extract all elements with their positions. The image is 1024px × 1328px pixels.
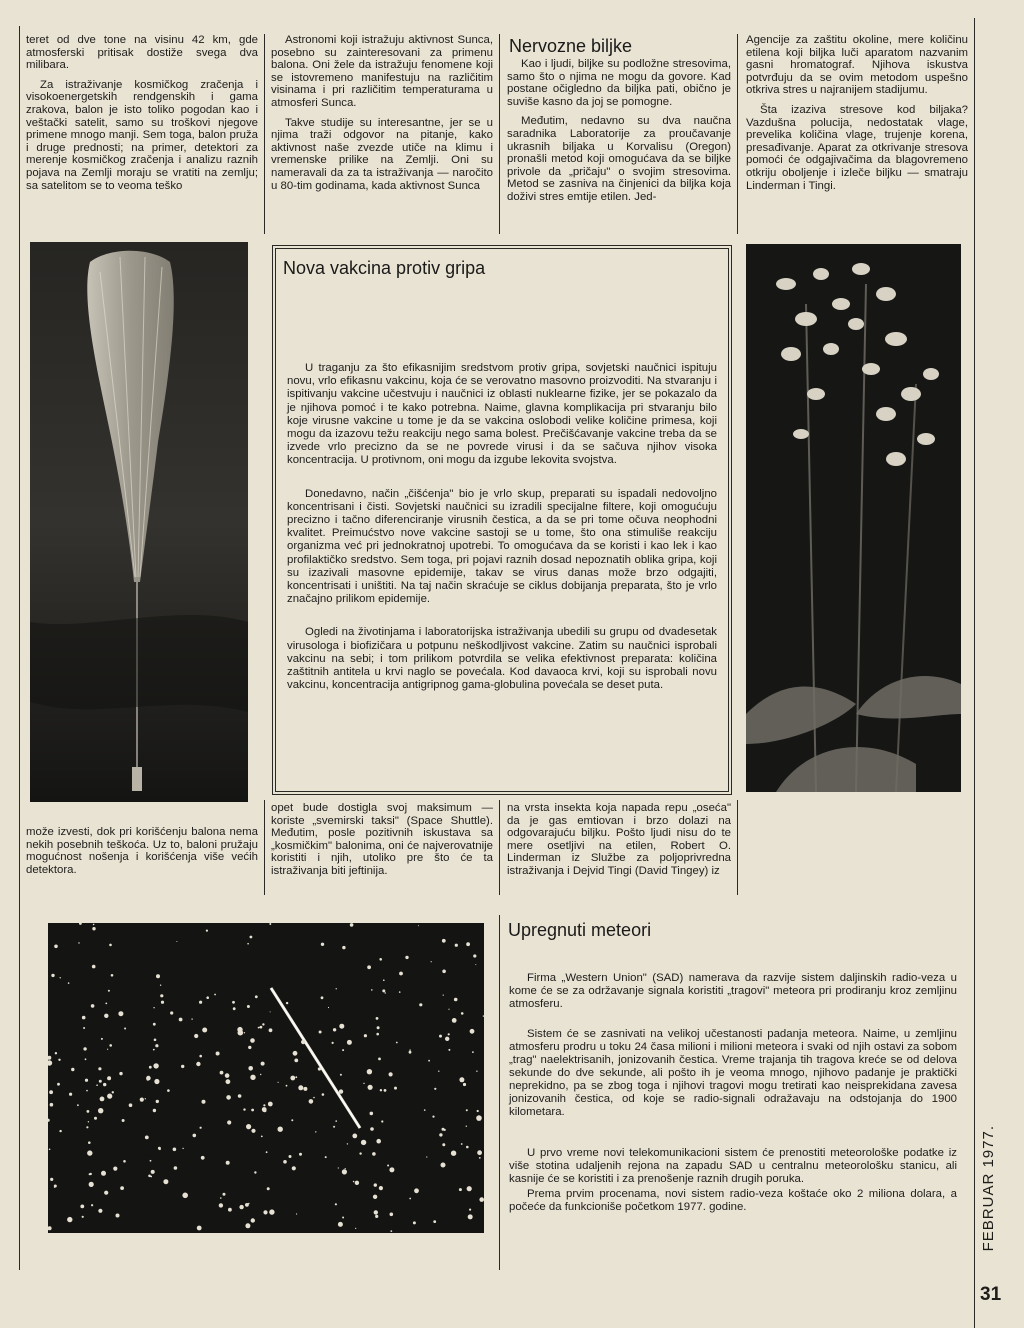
col4-paragraph: Šta izaziva stresove kod biljaka? Vazdušna polucija, nedostatak vlage, prevelika količina vlage, trujenje korena, presađivanje. Aparat za otkrivanje stresova pomoći će odgajivačima da blagovremeno otkriju oboljenje i izleče biljku — smatraju Linderman i Tingi. [746, 103, 968, 192]
col4-text [746, 34, 968, 199]
meteors-paragraph: U prvo vreme novi telekomunikacioni sistem će prenostiti meteorološke podatke iz više stotina udaljenih rejona na zapadu SAD u centralnu meteorološku stanicu, ali kasnije će se koristiti i za prenošenje raznih drugih poruka. [509, 1147, 957, 1185]
column-rule [974, 18, 975, 1328]
meteors-heading: Upregnuti meteori [508, 920, 652, 940]
meteor-photo [48, 923, 484, 1233]
col4-paragraph: Agencije za zaštitu okoline, mere količinu etilena koji biljka luči aparatom nazvanim gasni hromatograf. Njihova iskustva potvrđuju da se ovim metodom uspešno otkriva stres u najranijem stadijumu. [746, 34, 968, 97]
column-rule [737, 800, 738, 895]
column-rule [19, 26, 20, 1270]
col1-paragraph: može izvesti, dok pri korišćenju balona nema nekih posebnih teškoća. Uz to, baloni pružaju mogućnost nošenja i korišćenja više većih detektora. [26, 826, 258, 876]
col2-paragraph: Astronomi koji istražuju aktivnost Sunca, posebno su zainteresovani za primenu balona. Oni žele da istražuju fenomene koji se istovremeno manifestuju na različitim visinama i pri različitim temperaturama u atmosferi Sunca. [271, 34, 493, 109]
col2-top-text [271, 34, 493, 199]
column-rule [264, 800, 265, 895]
nervozne-biljke-heading: Nervozne biljke [509, 36, 633, 56]
col3-paragraph: Međutim, nedavno su dva naučna saradnika Laboratorije za proučavanje ukrasnih biljaka u Korvalisu (Oregon) pronašli metod koji omogućava da se biljke privole da „pričaju" o svojim stresovima. Metod se zasniva na činjenici da biljka koja doživi stres emtije etilen. Jed- [507, 115, 731, 203]
vaccine-paragraph: U traganju za što efikasnijim sredstvom protiv gripa, sovjetski naučnici ispituju novu, vrlo efikasnu vakcinu, koja će se verovatno masovno proizvoditi. Na stvaranju i ispitivanju vakcine učestvuju i naučnici iz oblasti nuklearne fizike, jer se pokazalo da je njihova pomoć i te kako potrebna. Naime, glavna komplikacija pri stvaranju bilo koje virusne vakcine u tome je da se vakcina oslobodi velike količine primesa, koji mogu da izazovu težu reakciju nego sama bolest. Prečišćavanje vakcine treba da se izvede vrlo precizno da se ne povrede virusi i da se sačuva njihov visoka koncentracija. U protivnom, oni mogu da izgube lekovita svojstva. [287, 362, 717, 467]
vaccine-paragraph: Donedavno, način „čišćenja" bio je vrlo skup, preparati su ispadali nedovoljno koncentrisani i čisti. Sovjetski naučnici su izradili specijalne filtere, koji omogućuju precizno i tačno diferenciranje virusnih čestica, a da se pri tome očuva neophodni kvalitet. Preimućstvo nove vakcine sastoji se u tome, što ona stimuliše reakciju organizma već pri jednokratnoj upotrebi. To omogućava da se koristi i kao lek i kao profilaktičko sredstvo. Sem toga, pri pojavi raznih dosad nepoznatih oblika gripa, koji su izazivali masovne epidemije, takav se virus danas može brzo odgajiti, koncentrisati i uništiti. Na taj način skraćuje se ciklus dobijanja preparata, što je vrlo značajno prilikom epidemije. [287, 487, 717, 606]
orchid-photo [746, 244, 961, 792]
balloon-photo [30, 242, 248, 802]
col1-top-text [26, 34, 258, 199]
col2-paragraph: Takve studije su interesantne, jer se u njima traži odgovor na pitanje, kako aktivnost naše zvezde utiče na klimu i vremenske prilike na Zemlji. Oni su nameravali da za ta istraživanja — naročito u 80-tim godinama, kada aktivnost Sunca [271, 116, 493, 192]
vaccine-heading: Nova vakcina protiv gripa [283, 258, 486, 278]
column-rule [499, 34, 500, 234]
vaccine-paragraph: Ogledi na životinjama i laboratorijska istraživanja ubedili su grupu od dvadesetak virusologa i biofizičara u potpunu neškodljivost vakcine. Zatim su naučnici isprobali vakcinu na sebi; i tom prilikom potvrdila se velika efektivnost preparata: količina zaštitnih antitela u krvi naglo se povećala. Kod davaoca krvi, koji su isprobali novu vakcinu, koncentracija antigripnog gama-globulina povećala se deset puta. [287, 626, 717, 692]
col1-paragraph: Za istraživanje kosmičkog zračenja i visokoenergetskih rendgenskih i gama zrakova, balon je isto toliko pogodan kao i veštački satelit, samo su troškovi njegove primene mnogo manji. Sem toga, balon pruža i druge prednosti; na primer, detektori za merenje kosmičkog zračenja i analizu raznih pojava na Zemlji moraju se vratiti na zemlju; sa satelitom se to veoma teško [26, 78, 258, 192]
column-rule [499, 915, 500, 1270]
col3-paragraph: Kao i ljudi, biljke su podložne stresovima, samo što o njima ne mogu da govore. Kad postane očigledno da biljka pati, obično je suviše kasno da joj se pomogne. [507, 58, 731, 108]
issue-date: FEBRUAR 1977. [980, 1125, 997, 1252]
col3-paragraph: na vrsta insekta koja napada repu „oseća" da je gas emtiovan i brzo dolazi na odgovarajuću biljku. Pošto ljudi nisu do te mere osetljivi na etilen, Robert O. Linderman iz Službe za poljoprivredna istraživanja i Dejvid Tingi (David Tingey) iz [507, 802, 731, 877]
vaccine-text [287, 362, 717, 712]
meteors-paragraph: Prema prvim procenama, novi sistem radio-veza koštaće oko 2 miliona dolara, a počeće da funkcioniše početkom 1977. godine. [509, 1188, 957, 1213]
meteors-paragraph: Sistem će se zasnivati na velikoj učestanosti padanja meteora. Naime, u zemljinu atmosferu prodru u toku 24 časa milioni i milioni meteora i svaki od njih ostavi za sobom „trag" naelektrisanih, jonizovanih čestica. Vreme trajanja tih tragova kreće se od delova sekunde do dve sekunde, ali pošto ih je veoma mnogo, njihovo padanje je praktički neprekidno, pa se zbog toga i njihovi tragovi mogu tretirati kao neisprekidana zavesa jonizovanih čestica, od koje se radio-signali odražavaju na odstojanja do 1900 kilometara. [509, 1028, 957, 1118]
column-rule [737, 34, 738, 234]
meteors-paragraph: Firma „Western Union" (SAD) namerava da razvije sistem daljinskih radio-veza u kome će se za održavanje signala koristiti „tragovi" meteora pri prodiranju kroz zemljinu atmosferu. [509, 972, 957, 1010]
col3-bottom-text [507, 802, 731, 885]
col3-top-text [507, 58, 731, 211]
page-number: 31 [980, 1284, 1002, 1305]
col2-paragraph: opet bude dostigla svoj maksimum — koriste „svemirski taksi" (Space Shuttle). Međutim, posle pozitivnih iskustava sa „kosmičkim" balonima, oni će najverovatnije koristiti i njih, utoliko pre što će ta istraživanja biti jeftinija. [271, 802, 493, 877]
col1-paragraph: teret od dve tone na visinu 42 km, gde atmosferski pritisak dostiže svega dva milibara. [26, 34, 258, 72]
column-rule [499, 800, 500, 895]
meteors-text [509, 972, 957, 1214]
column-rule [264, 34, 265, 234]
col2-bottom-text [271, 802, 493, 885]
col1-bottom-text [26, 826, 258, 883]
